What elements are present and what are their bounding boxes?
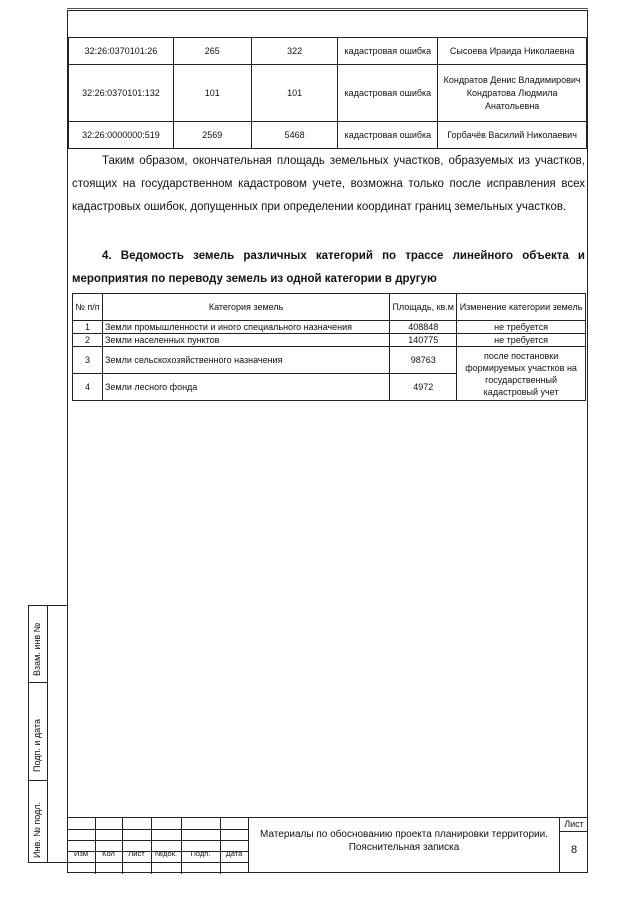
row-num: 4: [73, 374, 103, 401]
col-header-area: Площадь, кв.м: [390, 294, 457, 321]
area-value: 98763: [390, 347, 457, 374]
margin-label-podp: Подп. и дата: [32, 718, 42, 772]
paragraph-text: Таким образом, окончательная площадь земельных участков, образуемых из участков, стоящих на государственном кадастровом учете, возможна только после исправления всех кадастровых ошибок, допущенных при определении координат границ земельных участков.: [72, 155, 585, 213]
grid-line: [151, 818, 152, 874]
section-heading: [72, 245, 585, 291]
area-value: 5468: [251, 122, 338, 149]
title-block-description: [248, 817, 560, 873]
table-row: [73, 347, 586, 374]
reason: кадастровая ошибка: [338, 65, 438, 122]
category-name: Земли сельскохозяйственного назначения: [102, 347, 389, 374]
margin-cell-vzam: [29, 606, 47, 683]
margin-divider: [47, 606, 48, 862]
change-value-merged: после постановки формируемых участков на государственный кадастровый учет: [457, 347, 586, 401]
area-value: 101: [173, 65, 251, 122]
grid-line: [181, 818, 182, 874]
col-header-category: Категория земель: [102, 294, 389, 321]
sheet-label: Лист: [560, 817, 588, 832]
row-num: 2: [73, 334, 103, 347]
owner: Кондратов Денис Владимирович Кондратова Людмила Анатольевна: [438, 65, 587, 122]
col-label-ndok: №док.: [155, 849, 177, 858]
section-heading-text: 4. Ведомость земель различных категорий по трассе линейного объекта и мероприятия по переводу земель из одной категории в другую: [72, 250, 585, 285]
table-row: [73, 334, 586, 347]
grid-line: [122, 818, 123, 874]
cadastral-table: [68, 37, 587, 149]
frame-top-line: [67, 8, 588, 9]
col-label-podp: Подп.: [190, 849, 211, 858]
table-row: [69, 65, 587, 122]
owner: Сысоева Ираида Николаевна: [438, 38, 587, 65]
sheet-number: 8: [570, 844, 578, 856]
area-value: 2569: [173, 122, 251, 149]
change-value: не требуется: [457, 334, 586, 347]
category-name: Земли населенных пунктов: [102, 334, 389, 347]
cadastral-number: 32:26:0370101:132: [69, 65, 174, 122]
col-label-data: Дата: [225, 849, 243, 858]
grid-line: [220, 818, 221, 874]
area-value: 101: [251, 65, 338, 122]
margin-label-vzam: Взам. инв №: [32, 622, 42, 676]
area-value: 322: [251, 38, 338, 65]
reason: кадастровая ошибка: [338, 38, 438, 65]
margin-stamp: [28, 605, 68, 863]
margin-cell-inv: [29, 780, 47, 862]
col-label-izm: Изм: [74, 849, 88, 858]
description-text: Материалы по обоснованию проекта планировки территории. Пояснительная записка: [260, 829, 548, 853]
land-category-table: [72, 293, 586, 401]
cadastral-number: 32:26:0000000:519: [69, 122, 174, 149]
col-header-num: № п/п: [73, 294, 103, 321]
margin-cell-podp: [29, 682, 47, 781]
change-value: не требуется: [457, 321, 586, 334]
area-value: 140775: [390, 334, 457, 347]
table-row: [69, 122, 587, 149]
row-num: 1: [73, 321, 103, 334]
col-label-list: Лист: [128, 849, 145, 858]
owner: Горбачёв Василий Николаевич: [438, 122, 587, 149]
col-label-kol: Кол: [102, 849, 115, 858]
table-row: [69, 38, 587, 65]
sheet-box: [560, 817, 588, 873]
row-num: 3: [73, 347, 103, 374]
cadastral-number: 32:26:0370101:26: [69, 38, 174, 65]
category-name: Земли лесного фонда: [102, 374, 389, 401]
area-value: 408848: [390, 321, 457, 334]
area-value: 265: [173, 38, 251, 65]
margin-label-inv: Инв. № подл.: [32, 801, 42, 858]
grid-line: [95, 818, 96, 874]
conclusion-paragraph: [72, 150, 585, 219]
area-value: 4972: [390, 374, 457, 401]
table-row: [73, 321, 586, 334]
category-name: Земли промышленности и иного специального назначения: [102, 321, 389, 334]
title-block-grid: [67, 818, 248, 874]
col-header-change: Изменение категории земель: [457, 294, 586, 321]
table-header-row: [73, 294, 586, 321]
reason: кадастровая ошибка: [338, 122, 438, 149]
